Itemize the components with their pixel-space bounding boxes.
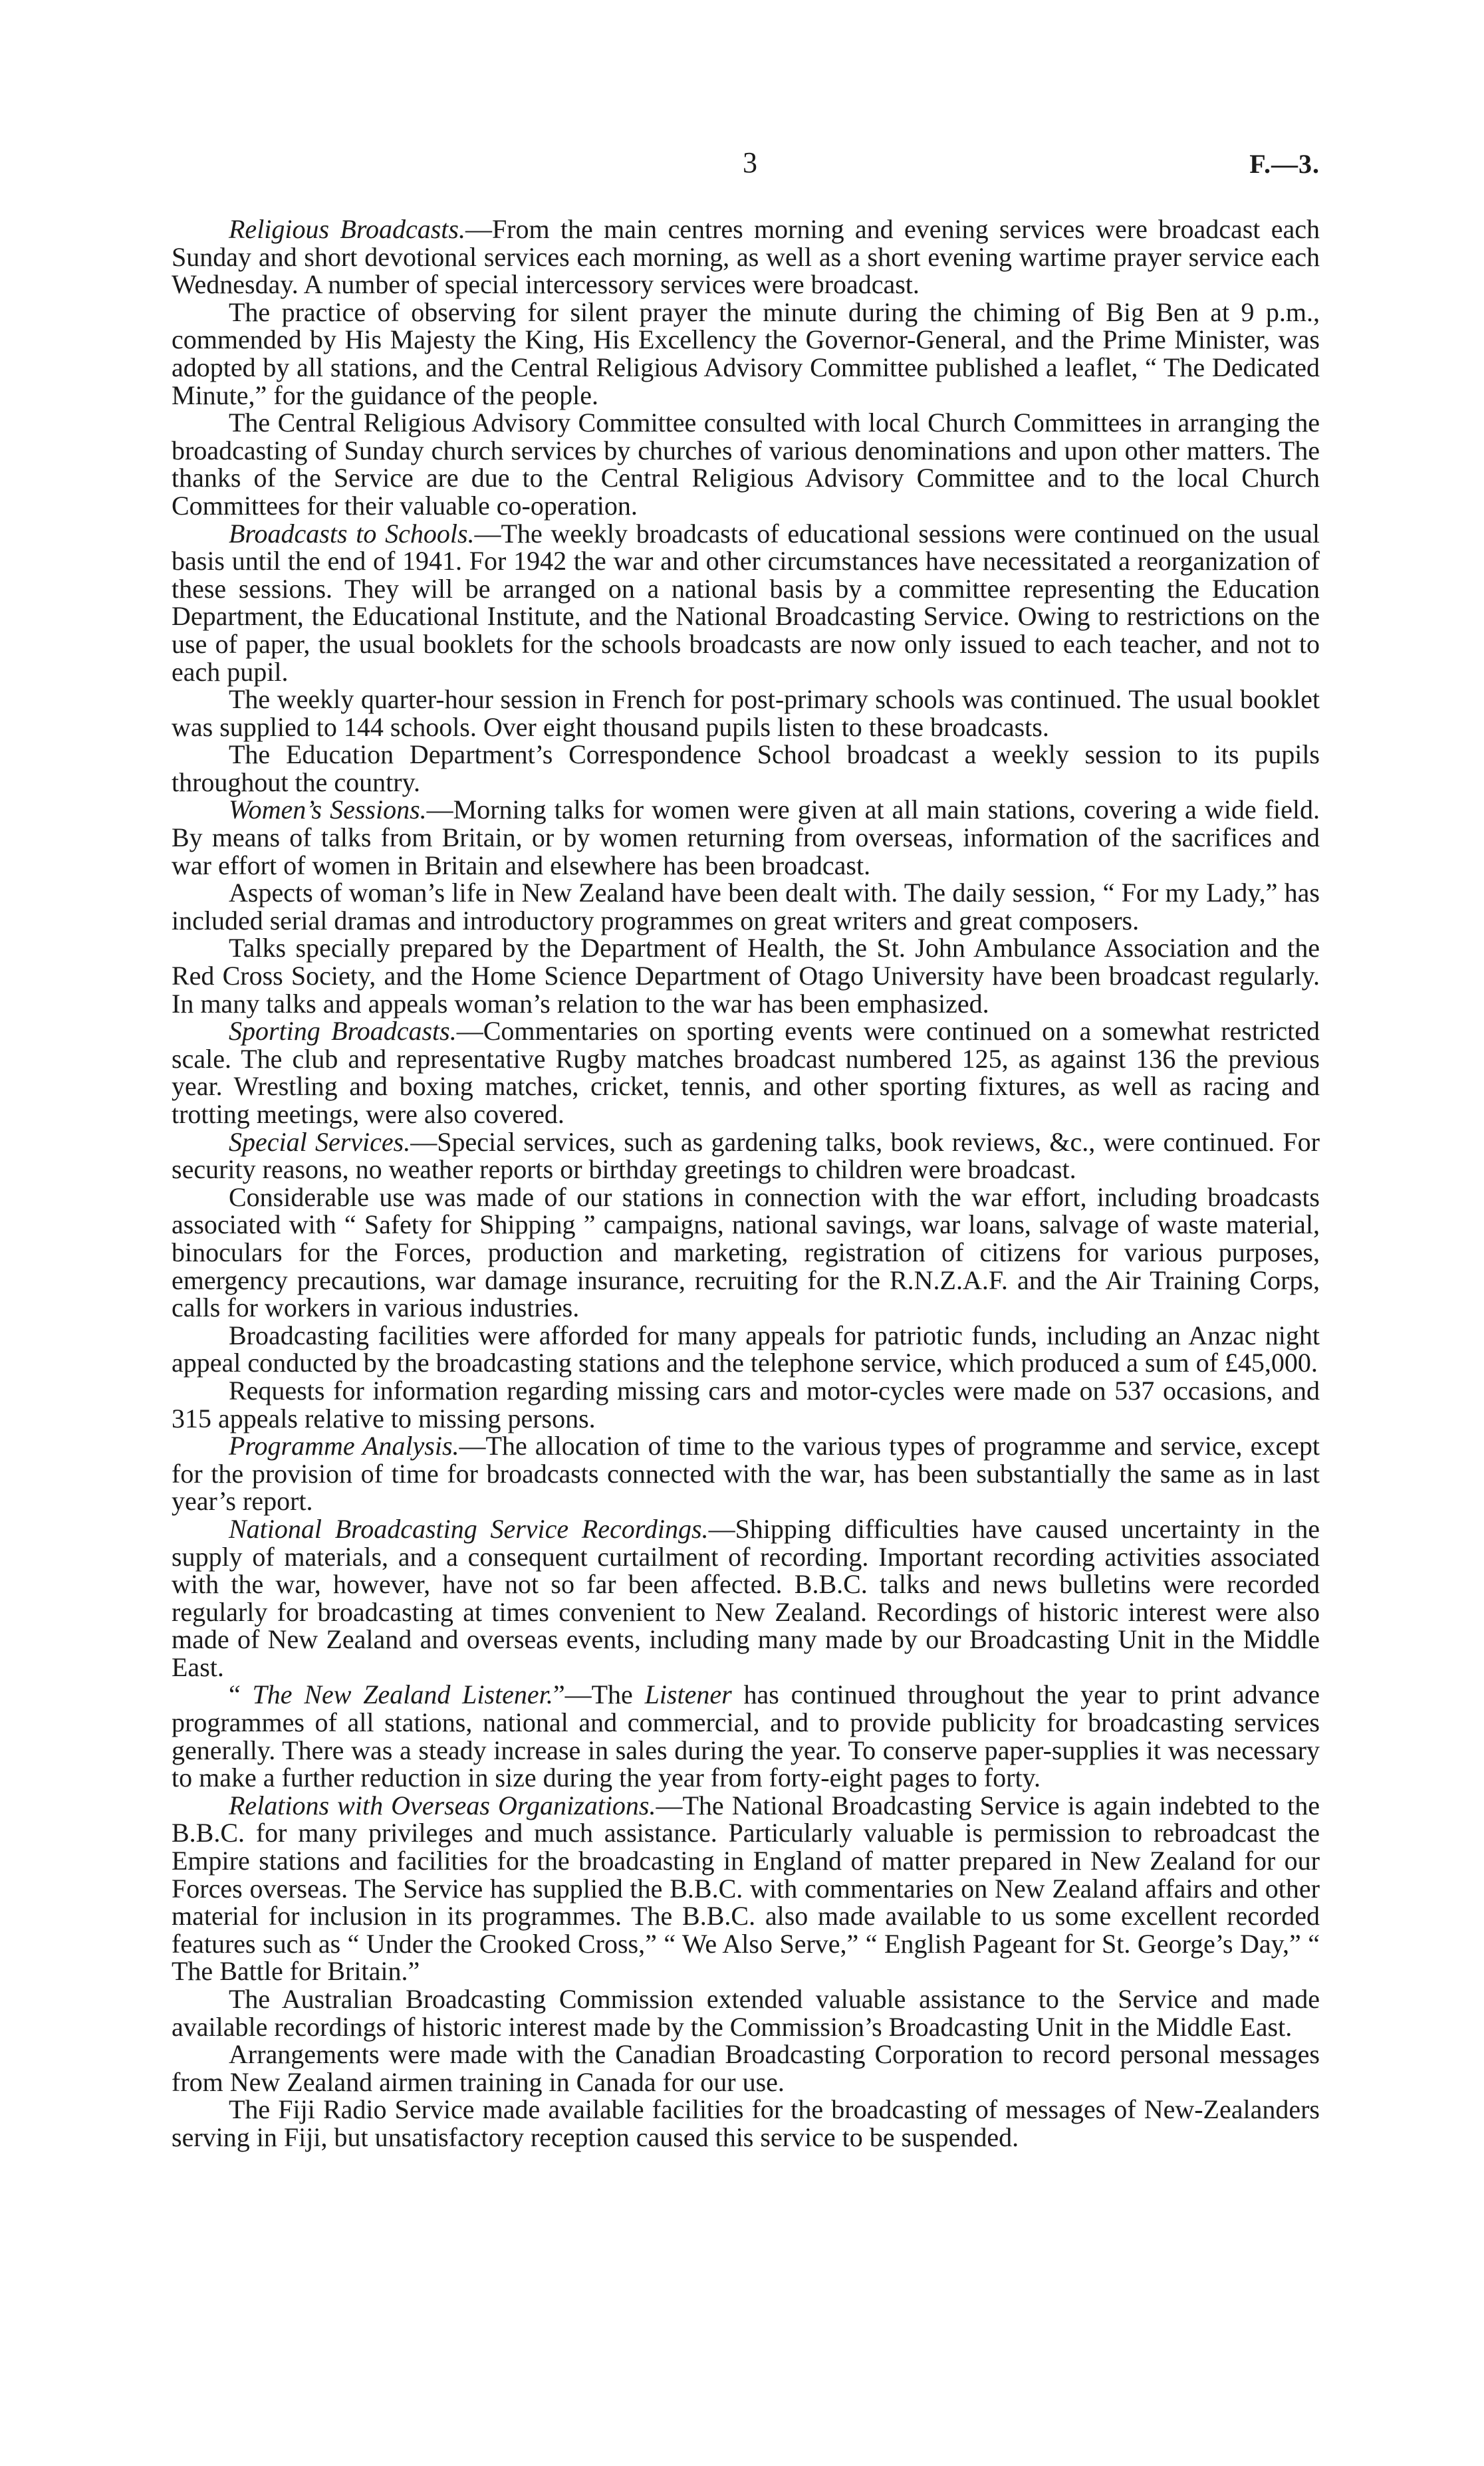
paragraph-text: The weekly quarter-hour session in French for post-primary schools was continued. The usual booklet was supplied to 144 schools. Over eight thousand pupils listen to these broadcasts.: [172, 684, 1320, 742]
paragraph-text: Talks specially prepared by the Department of Health, the St. John Ambulance Association and the Red Cross Society, and the Home Science Department of Otago University have been broadcast regularly. In many talks and appeals woman’s relation to the war has been emphasized.: [172, 933, 1320, 1019]
paragraph-war-effort: [172, 1183, 1320, 1322]
paragraph-australian-commission: [172, 1985, 1320, 2040]
paragraph-text: Requests for information regarding missing cars and motor-cycles were made on 537 occasions, and 315 appeals relative to missing persons.: [172, 1375, 1320, 1433]
paragraph-correspondence-school: [172, 741, 1320, 796]
paragraph-sporting-broadcasts: [172, 1017, 1320, 1128]
paragraph-broadcasts-to-schools: [172, 520, 1320, 686]
section-heading: Special Services.: [229, 1126, 411, 1157]
paragraph-recordings: [172, 1515, 1320, 1681]
paragraph-text: The Education Department’s Correspondence School broadcast a weekly session to its pupils throughout the country.: [172, 739, 1320, 797]
paragraph-silent-prayer: [172, 299, 1320, 409]
paragraph-fiji-radio: [172, 2096, 1320, 2151]
section-heading: Relations with Overseas Organizations.: [229, 1790, 656, 1820]
section-heading: Sporting Broadcasts.: [229, 1016, 457, 1047]
quote-close-dash: ”—The: [553, 1679, 645, 1710]
emphasis-text: Listener: [644, 1679, 732, 1710]
paragraph-text: —From the main centres morning and evening services were broadcast each Sunday and short devotional services each morning, as well as a short evening wartime prayer service each Wednesday. A number of special intercessory services were broadcast.: [172, 214, 1320, 300]
document-body: [172, 215, 1320, 2152]
paragraph-text: The practice of observing for silent prayer the minute during the chiming of Big Ben at 9 p.m., commended by His Majesty the King, His Excellency the Governor-General, and the Prime Minister, was adopted by all stations, and the Central Religious Advisory Committee published a leaflet, “ The Dedicated Minute,” for the guidance of the people.: [172, 297, 1320, 410]
paragraph-patriotic-funds: [172, 1322, 1320, 1377]
paragraph-womens-sessions: [172, 796, 1320, 879]
paragraph-text: —Morning talks for women were given at all main stations, covering a wide field. By means of talks from Britain, or by women returning from overseas, information of the sacrifices and war effort of women in Britain and elsewhere has been broadcast.: [172, 795, 1320, 880]
paragraph-special-services: [172, 1128, 1320, 1183]
page-number: 3: [743, 146, 757, 179]
quote-open: “: [229, 1679, 253, 1710]
paragraph-programme-analysis: [172, 1432, 1320, 1515]
paragraph-religious-broadcasts: [172, 215, 1320, 299]
paragraph-text: The Australian Broadcasting Commission extended valuable assistance to the Service and made available recordings of historic interest made by the Commission’s Broadcasting Unit in the Middle East.: [172, 1984, 1320, 2042]
paragraph-text: Broadcasting facilities were afforded for many appeals for patriotic funds, including an Anzac night appeal conducted by the broadcasting stations and the telephone service, which produced a sum of £45,000.: [172, 1320, 1320, 1378]
paragraph-text: The Fiji Radio Service made available facilities for the broadcasting of messages of New-Zealanders serving in Fiji, but unsatisfactory reception caused this service to be suspended.: [172, 2094, 1320, 2152]
section-heading: The New Zealand Listener.: [252, 1679, 553, 1710]
document-reference: F.—3.: [1249, 149, 1320, 179]
paragraph-special-talks: [172, 934, 1320, 1017]
paragraph-nz-listener: [172, 1681, 1320, 1791]
paragraph-text: Aspects of woman’s life in New Zealand have been dealt with. The daily session, “ For my Lady,” has included serial dramas and introductory programmes on great writers and great composers.: [172, 878, 1320, 935]
paragraph-text: Arrangements were made with the Canadian Broadcasting Corporation to record personal messages from New Zealand airmen training in Canada for our use.: [172, 2039, 1320, 2097]
paragraph-french-session: [172, 685, 1320, 741]
paragraph-text: —The weekly broadcasts of educational sessions were continued on the usual basis until the end of 1941. For 1942 the war and other circumstances have necessitated a reorganization of these sessions. They will be arranged on a national basis by a committee representing the Education Department, the Educational Institute, and the National Broadcasting Service. Owing to restrictions on the use of paper, the usual booklets for the schools broadcasts are now only issued to each teacher, and not to each pupil.: [172, 518, 1320, 687]
paragraph-canadian-corporation: [172, 2040, 1320, 2096]
paragraph-missing-requests: [172, 1377, 1320, 1432]
paragraph-overseas-relations: [172, 1792, 1320, 1985]
paragraph-text: has continued throughout the year to print advance programmes of all stations, national and commercial, and to provide publicity for broadcasting services generally. There was a steady increase in sales during the year. To conserve paper-supplies it was necessary to make a further reduction in size during the year from forty-eight pages to forty.: [172, 1679, 1320, 1793]
section-heading: Religious Broadcasts.: [229, 214, 465, 244]
paragraph-womans-life: [172, 879, 1320, 934]
paragraph-text: —The National Broadcasting Service is again indebted to the B.B.C. for many privileges and much assistance. Particularly valuable is permission to rebroadcast the Empire stations and facilities for the broadcasting in England of matter prepared in New Zealand for our Forces overseas. The Service has supplied the B.B.C. with commentaries on New Zealand affairs and other material for inclusion in its programmes. The B.B.C. also made available to us some excellent recorded features such as “ Under the Crooked Cross,” “ We Also Serve,” “ English Pageant for St. George’s Day,” “ The Battle for Britain.”: [172, 1790, 1320, 1987]
paragraph-text: —Shipping difficulties have caused uncertainty in the supply of materials, and a consequent curtailment of recording. Important recording activities associated with the war, however, have not so far been affected. B.B.C. talks and news bulletins were recorded regularly for broadcasting at times convenient to New Zealand. Recordings of historic interest were also made of New Zealand and overseas events, including many made by our Broadcasting Unit in the Middle East.: [172, 1513, 1320, 1682]
paragraph-text: —Commentaries on sporting events were continued on a somewhat restricted scale. The club and representative Rugby matches broadcast numbered 125, as against 136 the previous year. Wrestling and boxing matches, cricket, tennis, and other sporting fixtures, as well as racing and trotting meetings, were also covered.: [172, 1016, 1320, 1129]
section-heading: Programme Analysis.: [229, 1431, 459, 1461]
paragraph-text: —The allocation of time to the various types of programme and service, except for the provision of time for broadcasts connected with the war, has been substantially the same as in last year’s report.: [172, 1431, 1320, 1517]
paragraph-text: The Central Religious Advisory Committee consulted with local Church Committees in arranging the broadcasting of Sunday church services by churches of various denominations and upon other matters. The thanks of the Service are due to the Central Religious Advisory Committee and to the local Church Committees for their valuable co-operation.: [172, 408, 1320, 521]
section-heading: Broadcasts to Schools.: [229, 518, 475, 549]
paragraph-text: —Special services, such as gardening talks, book reviews, &c., were continued. For security reasons, no weather reports or birthday greetings to children were broadcast.: [172, 1126, 1320, 1185]
paragraph-religious-committee: [172, 409, 1320, 519]
section-heading: National Broadcasting Service Recordings.: [229, 1513, 709, 1544]
paragraph-text: Considerable use was made of our stations in connection with the war effort, including broadcasts associated with “ Safety for Shipping ” campaigns, national savings, war loans, salvage of waste material, binoculars for the Forces, production and marketing, registration of citizens for various purposes, emergency precautions, war damage insurance, recruiting for the R.N.Z.A.F. and the Air Training Corps, calls for workers in various industries.: [172, 1181, 1320, 1323]
section-heading: Women’s Sessions.: [229, 795, 427, 825]
